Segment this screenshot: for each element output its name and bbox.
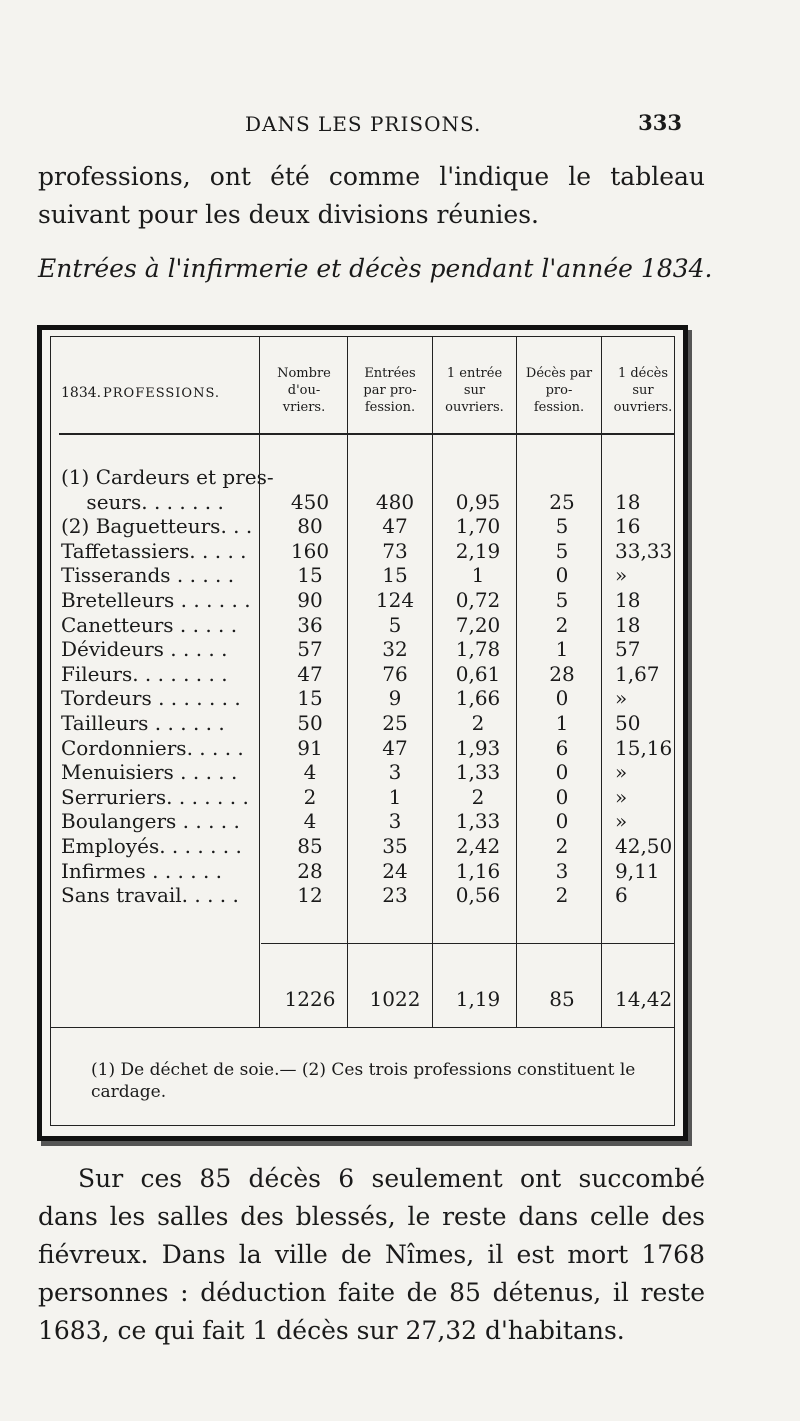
ratio-deces-cell: 6 [615,883,628,908]
table-body [50,336,675,1126]
entrees-cell: 5 [388,612,402,637]
ratio-deces-cell: » [615,809,628,834]
profession-cell: Sans travail. . . . . [61,883,239,908]
footnote-rule [51,1027,674,1028]
header-rule [59,433,674,435]
table-row [51,883,674,908]
nombre-cell: 28 [297,858,323,883]
nombre-cell: 36 [297,612,323,637]
profession-cell: Tisserands . . . . . [61,563,235,588]
entrees-cell: 9 [388,686,402,711]
ratio-deces-cell: 1,67 [615,661,660,686]
deces-cell: 25 [549,489,575,514]
profession-cell: Tordeurs . . . . . . . [61,686,241,711]
table-row [51,736,674,761]
entrees-cell: 76 [382,661,408,686]
profession-cell: Serruriers. . . . . . . [61,784,249,809]
header-deces: Décès par pro- fession. [525,366,593,415]
deces-cell: 5 [555,514,569,539]
total-ratio-deces: 14,42 [615,987,673,1011]
profession-cell: Tailleurs . . . . . . [61,711,225,735]
profession-cell: Bretelleurs . . . . . . [61,588,251,612]
table-row [51,809,674,834]
table-row [51,686,674,711]
ratio-entree-cell: 1,33 [455,760,501,785]
table-row [51,563,674,588]
ratio-entree-cell: 1,70 [455,514,501,539]
deces-cell: 0 [555,563,569,588]
running-title: DANS LES PRISONS. [245,112,482,136]
table-row [51,637,674,662]
ratio-entree-cell: 1,66 [455,686,501,711]
ratio-entree-cell: 1,78 [455,637,501,662]
entrees-cell: 480 [375,489,415,514]
nombre-cell: 15 [297,563,323,588]
profession-cell: (2) Baguetteurs. . . [61,514,253,539]
table-row [51,465,674,490]
nombre-cell: 85 [297,834,323,858]
deces-cell: 0 [555,784,569,809]
ratio-deces-cell: 57 [615,637,641,662]
table-row [51,539,674,564]
header-professions: PROFESSIONS. [103,386,221,401]
nombre-cell: 450 [290,489,330,514]
deces-cell: 5 [555,588,569,612]
table-caption: Entrées à l'infirmerie et décès pendant l'année 1834. [38,254,713,283]
nombre-cell: 12 [297,883,323,908]
header-entrees: Entrées par pro- fession. [363,366,417,415]
ratio-entree-cell: 2 [471,784,485,809]
profession-cell: (1) Cardeurs et pres- [61,465,274,489]
closing-paragraph: Sur ces 85 décès 6 seulement ont succombé dans les salles des blessés, le reste dans celle des fiévreux. Dans la ville de Nîmes, il est mort 1768 personnes : déduction faite de 85 détenus, il reste 1683, ce qui fait 1 décès sur 27,32 d'habitans. [38,1164,705,1345]
ratio-deces-cell: » [615,686,628,711]
ratio-deces-cell: 33,33 [615,538,673,563]
deces-cell: 0 [555,809,569,834]
ratio-entree-cell: 1,93 [455,735,501,760]
table-row [51,760,674,785]
ratio-deces-cell: 9,11 [615,858,660,883]
deces-cell: 6 [555,735,569,760]
header-ratio-deces: 1 décès sur ouvriers. [613,366,673,415]
ratio-entree-cell: 7,20 [455,612,501,637]
entrees-cell: 73 [382,538,408,563]
profession-cell: seurs. . . . . . . [61,489,224,514]
ratio-entree-cell: 0,95 [455,489,501,514]
entrees-cell: 32 [382,637,408,662]
entrees-cell: 47 [382,514,408,539]
nombre-cell: 80 [297,514,323,539]
header-year: 1834. [61,385,102,401]
entrees-cell: 3 [388,760,402,785]
table-row [51,859,674,884]
total-ratio-entree: 1,19 [455,987,501,1011]
ratio-deces-cell: 18 [615,489,641,514]
entrees-cell: 23 [382,883,408,908]
deces-cell: 3 [555,858,569,883]
deces-cell: 28 [549,661,575,686]
header-nombre: Nombre d'ou- vriers. [277,366,331,415]
total-entrees: 1022 [369,987,421,1011]
table-row [51,662,674,687]
entrees-cell: 24 [382,858,408,883]
totals-rule [261,943,674,944]
header-ratio-entree: 1 entrée sur ouvriers. [445,366,504,415]
profession-cell: Fileurs. . . . . . . . [61,661,228,686]
ratio-entree-cell: 2,19 [455,538,501,563]
deces-cell: 2 [555,834,569,858]
deces-cell: 1 [555,637,569,662]
ratio-entree-cell: 2 [471,711,485,735]
nombre-cell: 160 [290,538,330,563]
ratio-deces-cell: 18 [615,612,641,637]
deces-cell: 2 [555,612,569,637]
table-row [51,490,674,515]
page-number: 333 [638,110,682,135]
total-deces: 85 [549,987,575,1011]
table-row [51,711,674,736]
profession-cell: Infirmes . . . . . . [61,858,223,883]
entrees-cell: 25 [382,711,408,735]
table-row [51,785,674,810]
ratio-entree-cell: 1,33 [455,809,501,834]
ratio-deces-cell: 16 [615,514,641,539]
entrees-cell: 124 [375,588,415,612]
entrees-cell: 3 [388,809,402,834]
entrees-cell: 47 [382,735,408,760]
deces-cell: 5 [555,538,569,563]
ratio-entree-cell: 2,42 [455,834,501,858]
nombre-cell: 57 [297,637,323,662]
profession-cell: Employés. . . . . . . [61,834,242,858]
ratio-entree-cell: 1,16 [455,858,501,883]
table-footnote: (1) De déchet de soie.— (2) Ces trois professions constituent le cardage. [91,1060,636,1102]
nombre-cell: 15 [297,686,323,711]
nombre-cell: 50 [297,711,323,735]
ratio-entree-cell: 0,61 [455,661,501,686]
ratio-entree-cell: 1 [471,563,485,588]
profession-cell: Canetteurs . . . . . [61,612,238,637]
ratio-deces-cell: 18 [615,588,641,612]
ratio-deces-cell: 42,50 [615,834,673,858]
profession-cell: Dévideurs . . . . . [61,637,228,662]
nombre-cell: 2 [303,784,317,809]
ratio-deces-cell: 15,16 [615,735,673,760]
ratio-entree-cell: 0,72 [455,588,501,612]
nombre-cell: 91 [297,735,323,760]
ratio-deces-cell: » [615,784,628,809]
profession-cell: Menuisiers . . . . . [61,760,238,785]
deces-cell: 0 [555,686,569,711]
entrees-cell: 35 [382,834,408,858]
table-row [51,613,674,638]
table-row [51,588,674,613]
table-row [51,514,674,539]
total-nombre: 1226 [284,987,336,1011]
deces-cell: 1 [555,711,569,735]
ratio-entree-cell: 0,56 [455,883,501,908]
entrees-cell: 1 [388,784,402,809]
ratio-deces-cell: » [615,563,628,588]
nombre-cell: 4 [303,760,317,785]
deces-cell: 0 [555,760,569,785]
profession-cell: Boulangers . . . . . [61,809,240,834]
deces-cell: 2 [555,883,569,908]
ratio-deces-cell: » [615,760,628,785]
ratio-deces-cell: 50 [615,711,641,735]
data-table [37,325,688,1141]
entrees-cell: 15 [382,563,408,588]
table-row [51,834,674,859]
nombre-cell: 47 [297,661,323,686]
intro-paragraph: professions, ont été comme l'indique le tableau suivant pour les deux divisions réunies. [38,162,705,229]
profession-cell: Cordonniers. . . . . [61,735,244,760]
profession-cell: Taffetassiers. . . . . [61,538,247,563]
nombre-cell: 90 [297,588,323,612]
nombre-cell: 4 [303,809,317,834]
